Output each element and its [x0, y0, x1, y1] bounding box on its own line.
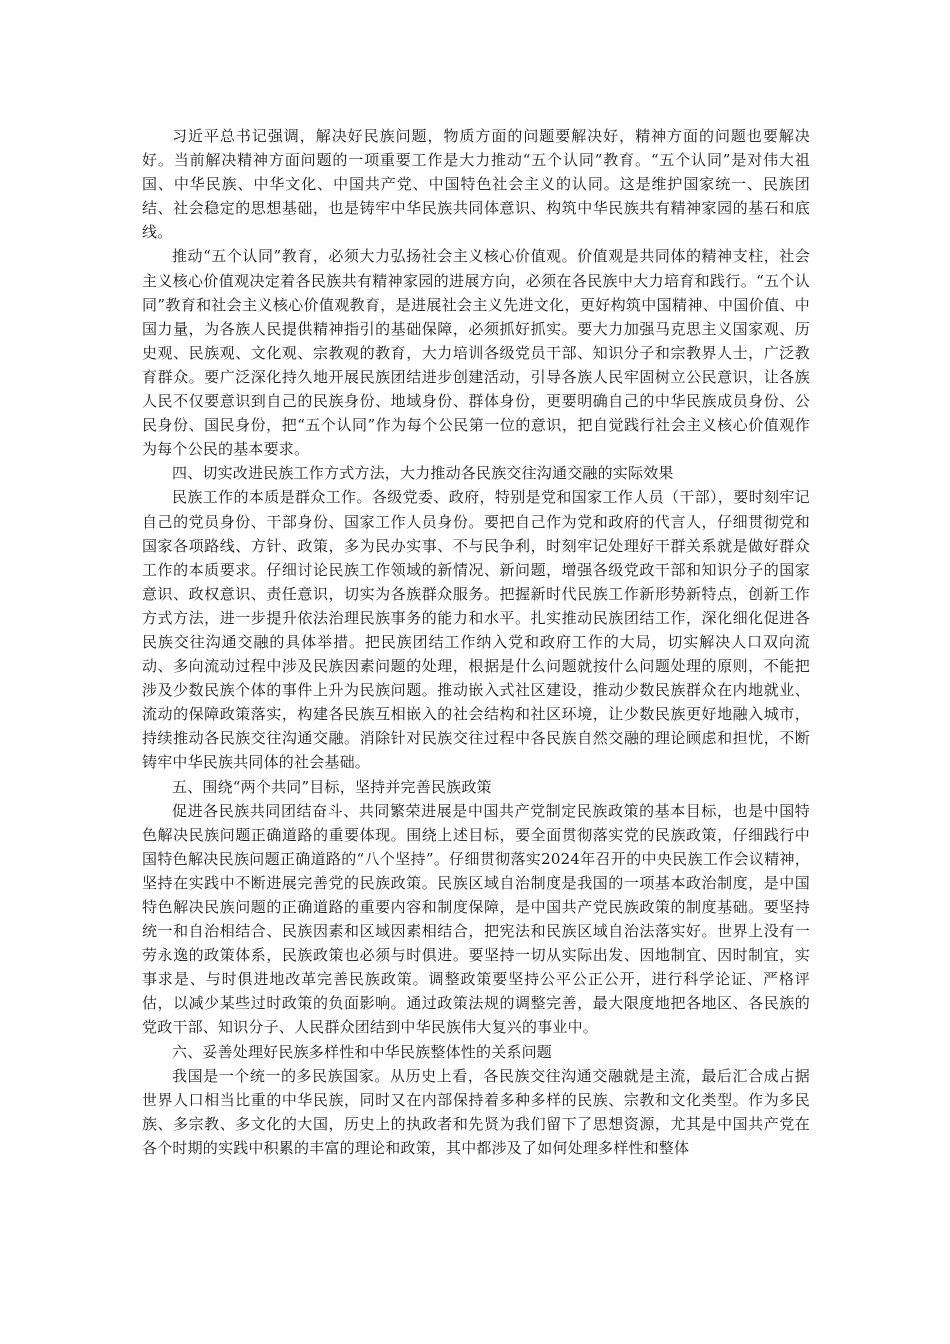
paragraph-five-identities-intro: 习近平总书记强调，解决好民族问题，物质方面的问题要解决好，精神方面的问题也要解决好。当前解决精神方面问题的一项重要工作是大力推动“五个认同”教育。“五个认同”是对伟大祖国、中华民族、中华文化、中国共产党、中国特色社会主义的认同。这是维护国家统一、民族团结、社会稳定的思想基础，也是铸牢中华民族共同体意识、构筑中华民族共有精神家园的基石和底线。 — [142, 127, 810, 242]
document-body — [142, 124, 810, 1160]
section-heading-five: 五、围绕“两个共同”目标，坚持并完善民族政策 — [172, 777, 492, 796]
paragraph-diversity-unity: 我国是一个统一的多民族国家。从历史上看，各民族交往沟通交融就是主流，最后汇合成占据世界人口相当比重的中华民族，同时又在内部保持着多种多样的民族、宗教和文化类型。作为多民族、多宗教、多文化的大国，历史上的执政者和先贤为我们留下了思想资源，尤其是中国共产党在各个时期的实践中积累的丰富的理论和政策，其中都涉及了如何处理多样性和整体 — [142, 1066, 810, 1157]
paragraph-ethnic-policy: 促进各民族共同团结奋斗、共同繁荣进展是中国共产党制定民族政策的基本目标，也是中国特色解决民族问题正确道路的重要体现。围绕上述目标，要全面贯彻落实党的民族政策，仔细践行中国特色解决民族问题正确道路的“八个坚持”。仔细贯彻落实2024年召开的中央民族工作会议精神，坚持在实践中不断进展完善党的民族政策。民族区域自治制度是我国的一项基本政治制度，是中国特色解决民族问题的正确道路的重要内容和制度保障，是中国共产党民族政策的制度基础。要坚持统一和自治相结合、民族因素和区域因素相结合，把宪法和民族区域自治法落实好。世界上没有一劳永逸的政策体系，民族政策也必须与时俱进。要坚持一切从实际出发、因地制宜、因时制宜，实事求是、与时俱进地改革完善民族政策。调整政策要坚持公平公正公开，进行科学论证、严格评估，以减少某些过时政策的负面影响。通过政策法规的调整完善，最大限度地把各地区、各民族的党政干部、知识分子、人民群众团结到中华民族伟大复兴的事业中。 — [142, 801, 810, 1037]
paragraph-mass-work: 民族工作的本质是群众工作。各级党委、政府，特别是党和国家工作人员（干部），要时刻牢记自己的党员身份、干部身份、国家工作人员身份。要把自己作为党和政府的代言人，仔细贯彻党和国家各项路线、方针、政策，多为民办实事、不与民争利，时刻牢记处理好干群关系就是做好群众工作的本质要求。仔细讨论民族工作领域的新情况、新问题，增强各级党政干部和知识分子的国家意识、政权意识、责任意识，切实为各族群众服务。把握新时代民族工作新形势新特点，创新工作方式方法，进一步提升依法治理民族事务的能力和水平。扎实推动民族团结工作，深化细化促进各民族交往沟通交融的具体举措。把民族团结工作纳入党和政府工作的大局，切实解决人口双向流动、多向流动过程中涉及民族因素问题的处理，根据是什么问题就按什么问题处理的原则，不能把涉及少数民族个体的事件上升为民族问题。推动嵌入式社区建设，推动少数民族群众在内地就业、流动的保障政策落实，构建各民族互相嵌入的社会结构和社区环境，让少数民族更好地融入城市，持续推动各民族交往沟通交融。消除针对民族交往过程中各民族自然交融的理论顾虑和担忧，不断铸牢中华民族共同体的社会基础。 — [142, 488, 810, 772]
section-heading-four: 四、切实改进民族工作方式方法，大力推动各民族交往沟通交融的实际效果 — [172, 464, 674, 483]
paragraph-core-values: 推动“五个认同”教育，必须大力弘扬社会主义核心价值观。价值观是共同体的精神支柱，社会主义核心价值观决定着各民族共有精神家园的进展方向，必须在各民族中大力培育和践行。“五个认同”教育和社会主义核心价值观教育，是进展社会主义先进文化，更好构筑中国精神、中国价值、中国力量，为各族人民提供精神指引的基础保障，必须抓好抓实。要大力加强马克思主义国家观、历史观、民族观、文化观、宗教观的教育，大力培训各级党员干部、知识分子和宗教界人士，广泛教育群众。要广泛深化持久地开展民族团结进步创建活动，引导各族人民牢固树立公民意识，让各族人民不仅要意识到自己的民族身份、地域身份、群体身份，更要明确自己的中华民族成员身份、公民身份、国民身份，把“五个认同”作为每个公民第一位的意识，把自觉践行社会主义核心价值观作为每个公民的基本要求。 — [142, 247, 810, 459]
section-heading-six: 六、妥善处理好民族多样性和中华民族整体性的关系问题 — [172, 1042, 553, 1061]
